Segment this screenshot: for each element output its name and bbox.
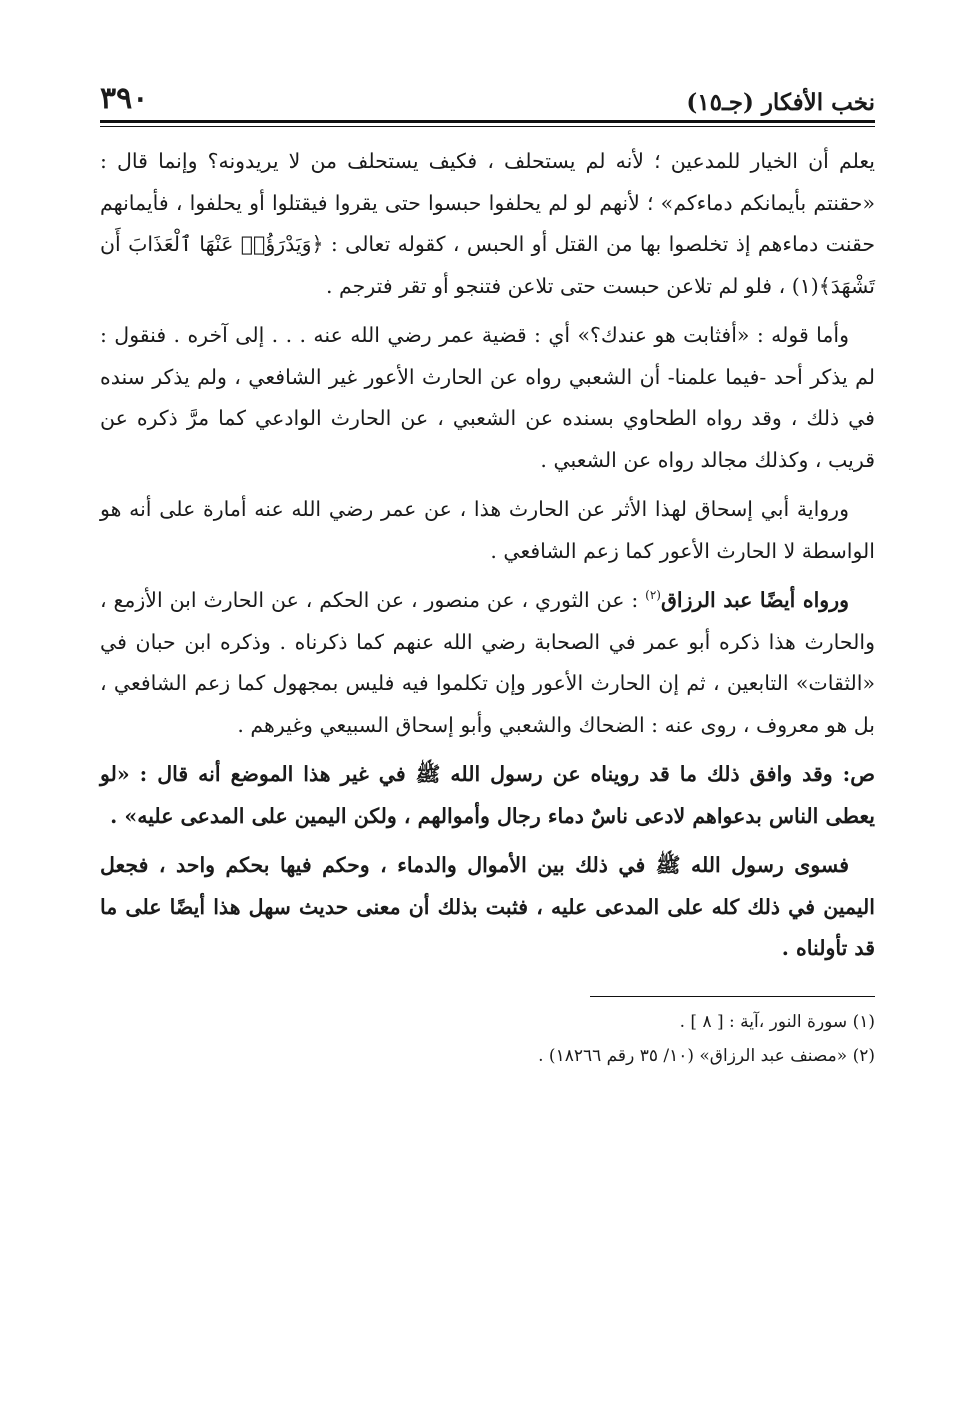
running-header <box>100 70 875 116</box>
book-page <box>100 70 875 1370</box>
paragraph-4-rest: : عن الثوري ، عن منصور ، عن الحكم ، عن الحارث ابن الأزمع ، والحارث هذا ذكره أبو عمر في الصحابة رضي الله عنهم كما ذكرناه . وذكره ابن حبان في «الثقات» التابعين ، ثم إن الحارث الأعور وإن تكلموا فيه فليس بمجهول كما زعم الشافعي ، بل هو معروف ، روى عنه : الضحاك والشعبي وأبو إسحاق السبيعي وغيرهم . <box>100 588 875 737</box>
main-text <box>100 141 875 1073</box>
paragraph-3: ورواية أبي إسحاق لهذا الأثر عن الحارث هذا ، عن عمر رضي الله عنه أمارة على أنه هو الواسطة لا الحارث الأعور كما زعم الشافعي . <box>100 497 875 563</box>
book-title: نخب الأفكار (جـ١٥) <box>686 89 875 116</box>
footnote-ref-2: (٢) <box>645 588 661 603</box>
paragraph-4 <box>100 580 875 746</box>
header-rule-thick <box>100 120 875 123</box>
paragraph-6: فسوى رسول الله ﷺ في ذلك بين الأموال والدماء ، وحكم فيها بحكم واحد ، فجعل اليمين في ذلك كله على المدعى عليه ، فثبت بذلك أن معنى حديث سهل هذا أيضًا على ما قد تأولناه . <box>100 853 875 960</box>
header-rule-thin <box>100 126 875 127</box>
footnote-2: (٢) «مصنف عبد الرزاق» (١٠/ ٣٥ رقم ١٨٢٦٦) . <box>538 1045 875 1066</box>
footnote-separator <box>590 996 875 997</box>
footnote-1: (١) سورة النور ،آية : [ ٨ ] . <box>679 1011 875 1032</box>
paragraph-4-lead: ورواه أيضًا عبد الرزاق <box>660 588 849 612</box>
page-number: ٣٩٠ <box>100 81 149 116</box>
paragraph-2: وأما قوله : «أفثابت هو عندك؟» أي : قضية عمر رضي الله عنه . . . إلى آخره . فنقول : لم يذكر أحد -فيما علمنا- أن الشعبي رواه عن الحارث الأعور غير الشافعي ، ولم يذكر سنده في ذلك ، وقد رواه الطحاوي بسنده عن الشعبي ، عن الحارث الوادعي كما مرَّ ذكره عن قريب ، وكذلك مجالد رواه عن الشعبي . <box>100 323 875 472</box>
paragraph-5: ص: وقد وافق ذلك ما قد رويناه عن رسول الله ﷺ في غير هذا الموضع أنه قال : «لو يعطى الناس بدعواهم لادعى ناسٌ دماء رجال وأموالهم ، ولكن اليمين على المدعى عليه» . <box>100 762 875 828</box>
paragraph-1: يعلم أن الخيار للمدعين ؛ لأنه لم يستحلف ، فكيف يستحلف من لا يريدونه؟ وإنما قال : «حقنتم بأيمانكم دماءكم» ؛ لأنهم لو لم يحلفوا حبسوا حتى يقروا فيقتلوا أو يحلفوا ، فأيمانهم حقنت دماءهم إذ تخلصوا بها من القتل أو الحبس ، كقوله تعالى : ﴿وَيَدْرَؤُا۟ عَنْهَا ٱلْعَذَابَ أَن تَشْهَدَ﴾(١) ، فلو لم تلاعن حبست حتى تلاعن فتنجو أو تقر فترجم . <box>100 149 875 298</box>
